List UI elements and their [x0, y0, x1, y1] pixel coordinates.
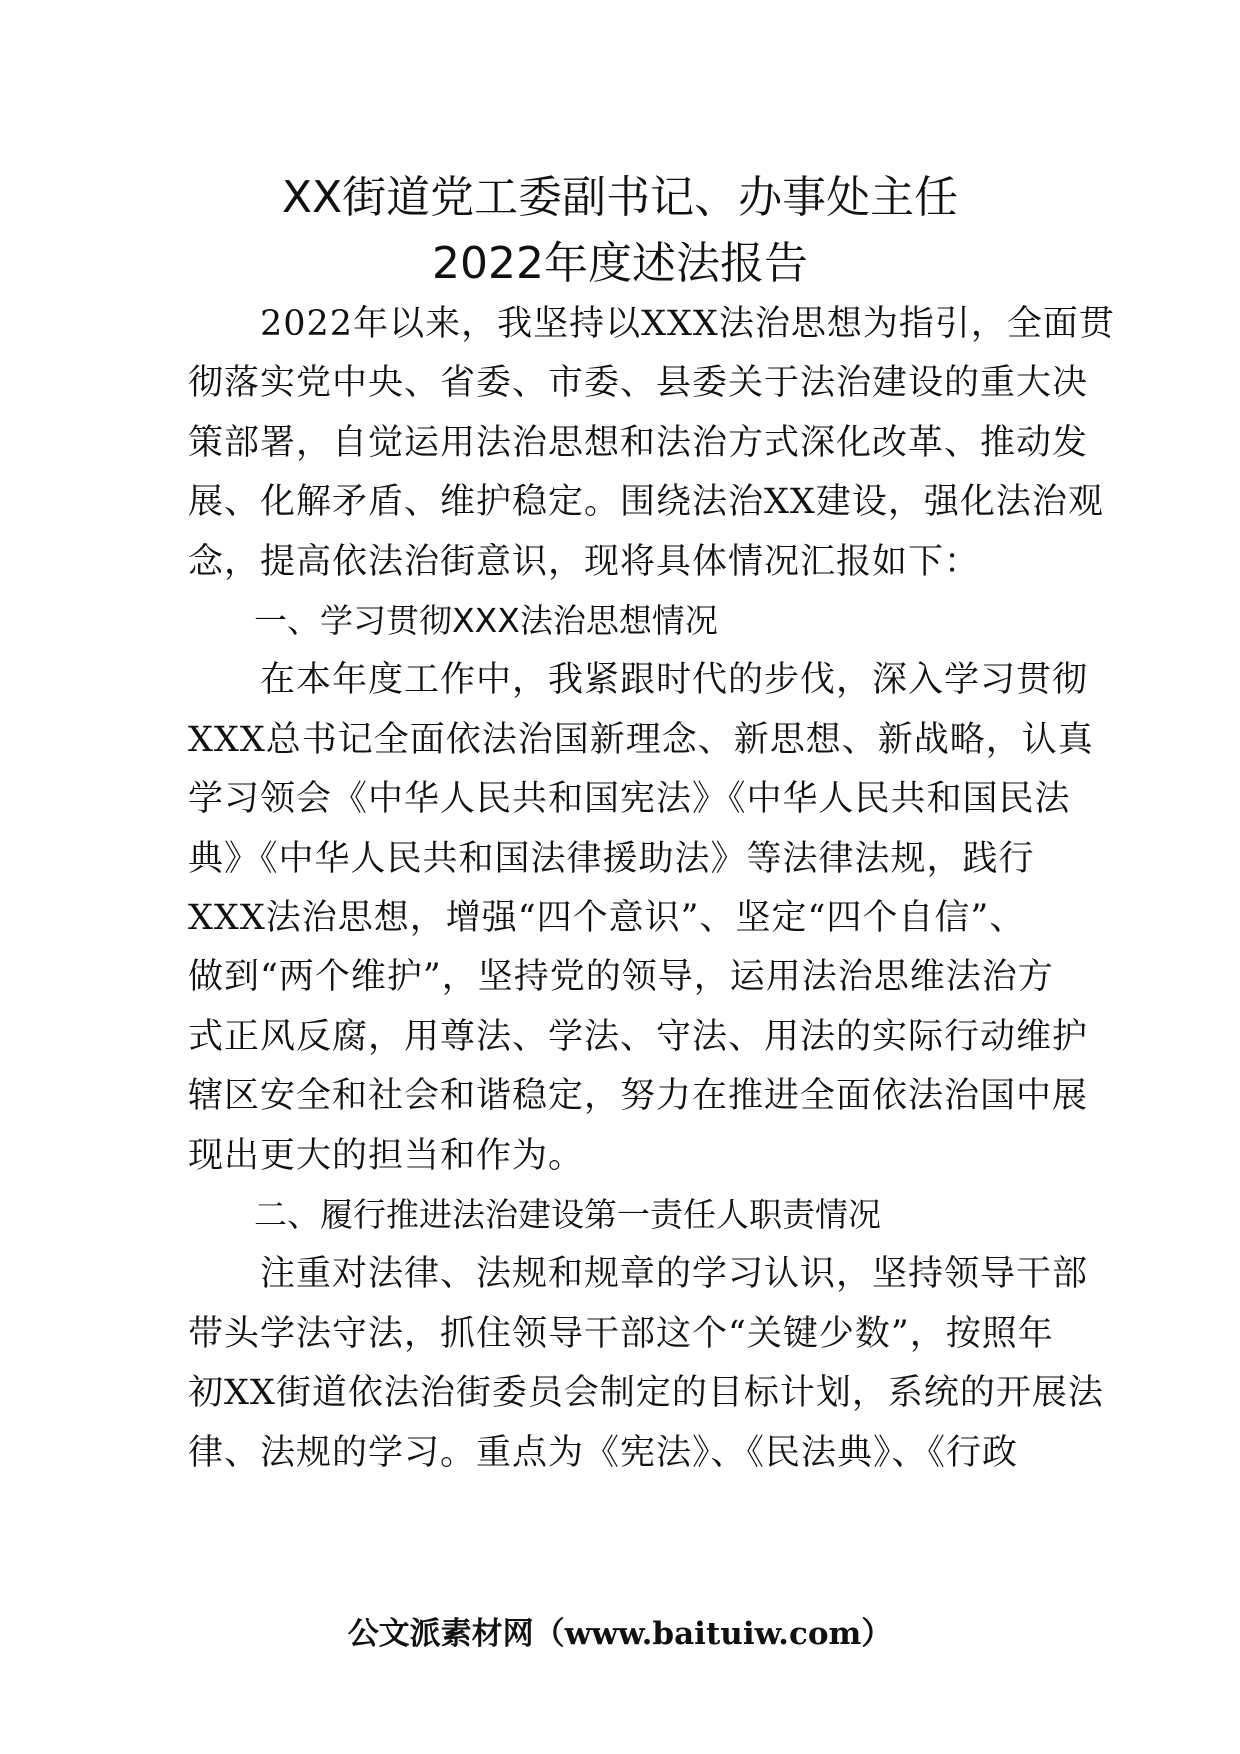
paragraph-line: 念，提高依法治街意识，现将具体情况汇报如下：	[188, 541, 981, 582]
paragraph-line: 展、化解矛盾、维护稳定。围绕法治XX建设，强化法治观	[188, 482, 1104, 523]
document-title-line-2: 2022年度述法报告	[432, 238, 808, 289]
paragraph-line: XXX总书记全面依法治国新理念、新思想、新战略，认真	[188, 719, 1094, 760]
paragraph-line: 学习领会《中华人民共和国宪法》《中华人民共和国民法	[188, 779, 1071, 820]
paragraph-line: 式正风反腐，用尊法、学法、守法、用法的实际行动维护	[188, 1016, 1089, 1057]
paragraph-line: 在本年度工作中，我紧跟时代的步伐，深入学习贯彻	[188, 660, 1089, 701]
paragraph-line: 初XX街道依法治街委员会制定的目标计划，系统的开展法	[188, 1373, 1104, 1414]
paragraph-line: 注重对法律、法规和规章的学习认识，坚持领导干部	[188, 1254, 1089, 1295]
paragraph-line: 彻落实党中央、省委、市委、县委关于法治建设的重大决	[188, 363, 1089, 404]
paragraph-line: 典》《中华人民共和国法律援助法》等法律法规，践行	[188, 838, 1035, 879]
paragraph-line: 现出更大的担当和作为。	[188, 1135, 585, 1176]
paragraph-line: 2022年以来，我坚持以XXX法治思想为指引，全面贯	[188, 304, 1115, 344]
paragraph-line: 律、法规的学习。重点为《宪法》、《民法典》、《行政	[188, 1432, 1019, 1473]
paragraph-line: 策部署，自觉运用法治思想和法治方式深化改革、推动发	[188, 422, 1089, 463]
document-title-line-1: XX街道党工委副书记、办事处主任	[281, 172, 959, 223]
paragraph-line: 做到“两个维护”，坚持党的领导，运用法治思维法治方	[188, 957, 1054, 998]
paragraph-line: XXX法治思想，增强“四个意识”、坚定“四个自信”、	[188, 898, 1026, 938]
paragraph-line: 辖区安全和社会和谐稳定，努力在推进全面依法治国中展	[188, 1076, 1089, 1117]
section-heading: 一、学习贯彻XXX法治思想情况	[188, 601, 718, 640]
section-heading: 二、履行推进法治建设第一责任人职责情况	[188, 1195, 881, 1234]
paragraph-line: 带头学法守法，抓住领导干部这个“关键少数”，按照年	[188, 1313, 1054, 1354]
footer-watermark: 公文派素材网（www.baituiw.com）	[347, 1616, 893, 1652]
